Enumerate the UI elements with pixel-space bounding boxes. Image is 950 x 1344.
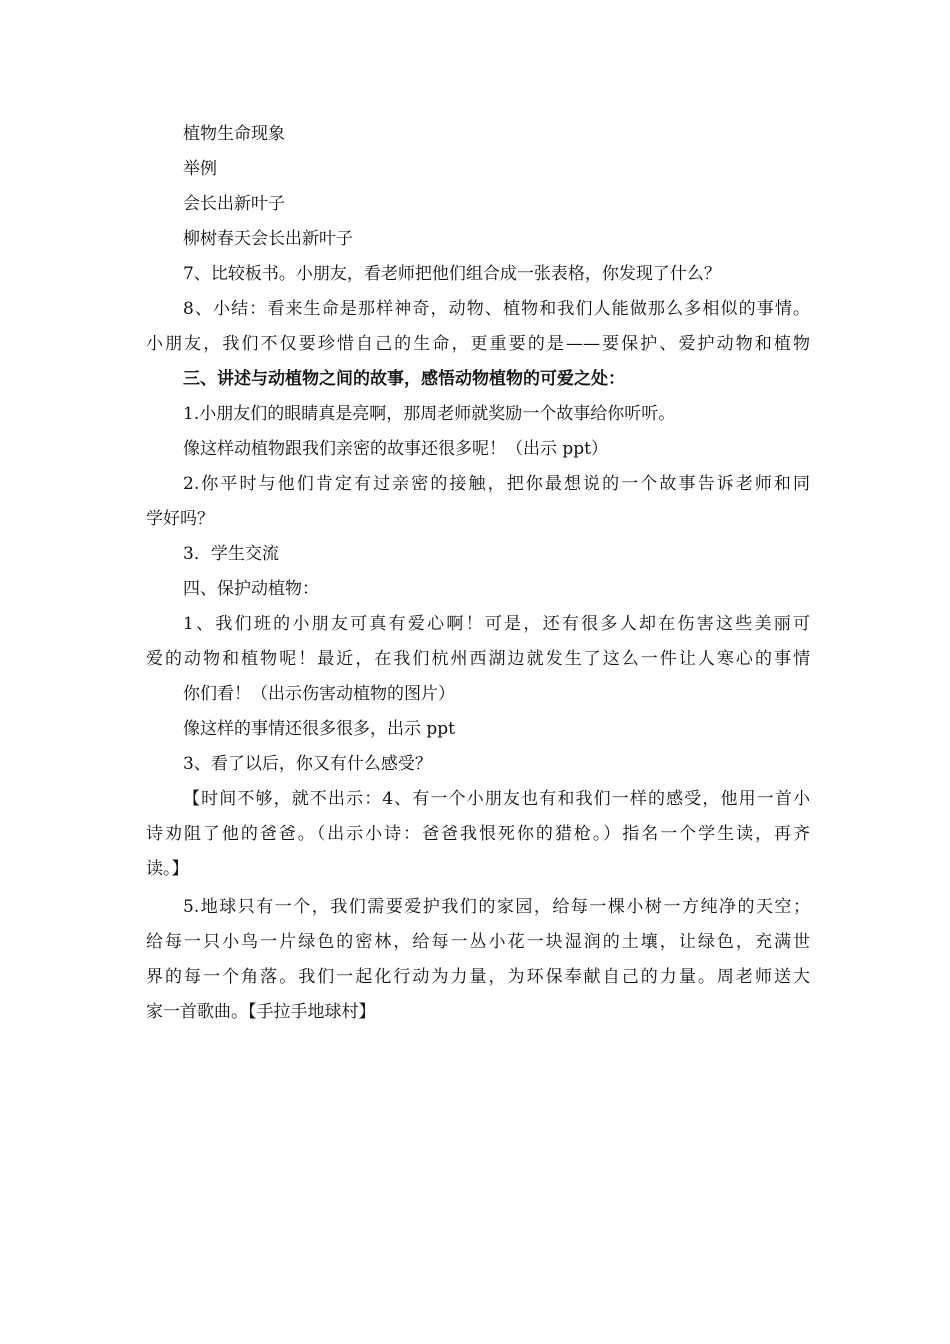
section-heading: 三、讲述与动植物之间的故事，感悟动物植物的可爱之处： <box>183 369 625 389</box>
text-line: 像这样动植物跟我们亲密的故事还很多呢！（出示 ppt） <box>183 439 608 459</box>
text-line: 3．学生交流 <box>183 544 279 564</box>
text-line: 给每一只小鸟一片绿色的密林，给每一丛小花一块湿润的土壤，让绿色，充满世 <box>146 932 810 952</box>
text-line: 7、比较板书。小朋友，看老师把他们组合成一张表格，你发现了什么？ <box>183 264 721 284</box>
section-heading: 四、保护动植物： <box>183 579 319 599</box>
text-line: 会长出新叶子 <box>183 194 285 214</box>
text-line: 5.地球只有一个，我们需要爱护我们的家园，给每一棵小树一方纯净的天空； <box>183 897 810 917</box>
text-line: 读。】 <box>146 859 189 879</box>
text-line: 举例 <box>183 159 217 179</box>
text-line: 1.小朋友们的眼睛真是亮啊，那周老师就奖励一个故事给你听听。 <box>183 404 676 424</box>
text-line: 2.你平时与他们肯定有过亲密的接触，把你最想说的一个故事告诉老师和同 <box>183 474 810 494</box>
text-line: 家一首歌曲。【手拉手地球村】 <box>146 1002 376 1022</box>
text-line: 爱的动物和植物呢！最近，在我们杭州西湖边就发生了这么一件让人寒心的事情 <box>146 649 810 669</box>
document-body <box>146 117 810 1030</box>
text-line: 1、我们班的小朋友可真有爱心啊！可是，还有很多人却在伤害这些美丽可 <box>183 614 810 634</box>
text-line: 8、小结：看来生命是那样神奇，动物、植物和我们人能做那么多相似的事情。 <box>183 299 810 319</box>
text-line: 像这样的事情还很多很多，出示 ppt <box>183 719 455 739</box>
text-line: 【时间不够，就不出示：4、有一个小朋友也有和我们一样的感受，他用一首小 <box>183 789 810 809</box>
text-line: 诗劝阻了他的爸爸。（出示小诗：爸爸我恨死你的猎枪。）指名一个学生读，再齐 <box>146 824 810 844</box>
text-line: 小朋友，我们不仅要珍惜自己的生命，更重要的是——要保护、爱护动物和植物 <box>146 334 810 354</box>
text-line: 柳树春天会长出新叶子 <box>183 229 353 249</box>
text-line: 3、看了以后，你又有什么感受？ <box>183 754 432 774</box>
text-line: 植物生命现象 <box>183 124 285 144</box>
text-line: 学好吗？ <box>146 509 214 529</box>
text-line: 你们看！（出示伤害动植物的图片） <box>183 684 455 704</box>
text-line: 界的每一个角落。我们一起化行动为力量，为环保奉献自己的力量。周老师送大 <box>146 967 810 987</box>
